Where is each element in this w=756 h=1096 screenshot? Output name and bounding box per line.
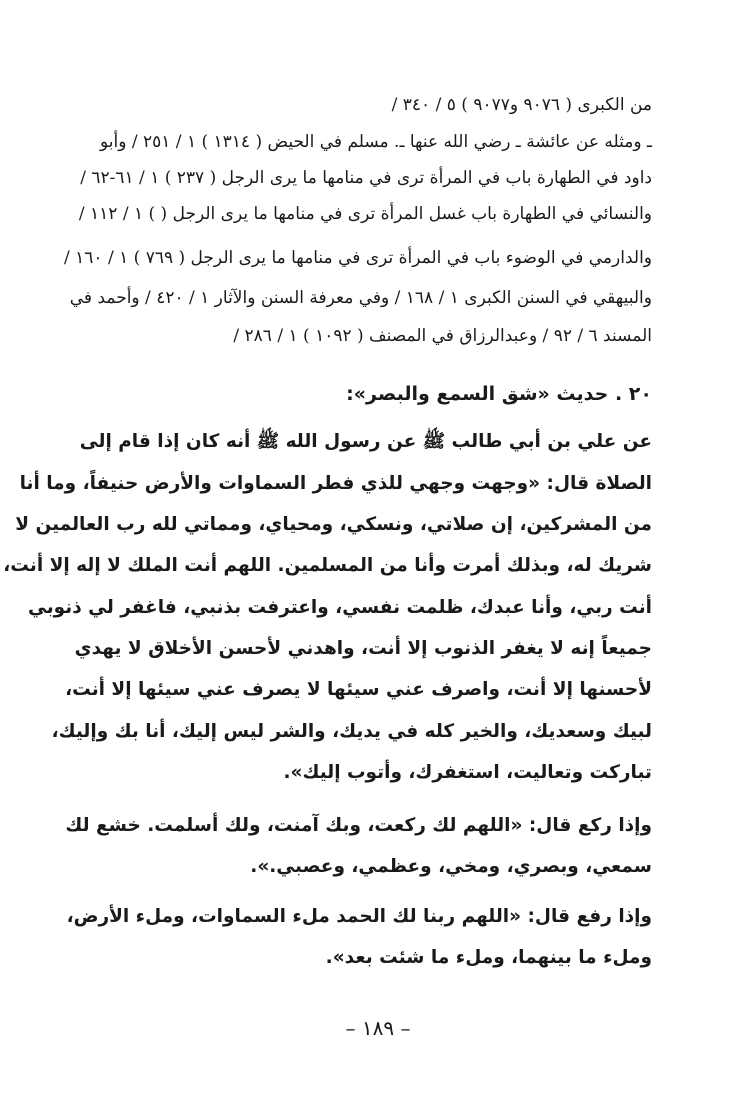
paragraph-line: جميعاً إنه لا يغفر الذنوب إلا أنت، واهدني لأحسن الأخلاق لا يهدي: [74, 638, 652, 659]
footnote-line: المسند ٦ / ٩٢ / وعبدالرزاق في المصنف ( ١٠٩٢ ) ١ / ٢٨٦ /: [233, 326, 652, 346]
paragraph-line: الصلاة قال: «وجهت وجهي للذي فطر السماوات والأرض حنيفاً، وما أنا: [19, 473, 652, 494]
page-number: – ١٨٩ –: [345, 1016, 411, 1040]
paragraph-line: لبيك وسعديك، والخير كله في يديك، والشر ليس إليك، أنا بك وإليك،: [51, 721, 652, 742]
paragraph-line: عن علي بن أبي طالب ﷺ عن رسول الله ﷺ أنه كان إذا قام إلى: [79, 431, 652, 452]
footnote-line: والبيهقي في السنن الكبرى ١ / ١٦٨ / وفي معرفة السنن والآثار ١ / ٤٢٠ / وأحمد في: [69, 288, 652, 308]
paragraph-line: من المشركين، إن صلاتي، ونسكي، ومحياي، ومماتي لله رب العالمين لا: [15, 514, 652, 535]
paragraph-line: وإذا ركع قال: «اللهم لك ركعت، وبك آمنت، ولك أسلمت. خشع لك: [65, 815, 652, 836]
footnote-line: من الكبرى ( ٩٠٧٦ و٩٠٧٧ ) ٥ / ٣٤٠ /: [391, 95, 652, 115]
footnote-line: والنسائي في الطهارة باب غسل المرأة ترى في منامها ما يرى الرجل ( ) ١ / ١١٢ /: [78, 204, 652, 224]
paragraph-line: تباركت وتعاليت، استغفرك، وأتوب إليك».: [283, 762, 652, 783]
paragraph-line: شريك له، وبذلك أمرت وأنا من المسلمين. اللهم أنت الملك لا إله إلا أنت،: [3, 555, 652, 576]
footnote-line: والدارمي في الوضوء باب في المرأة ترى في منامها ما يرى الرجل ( ٧٦٩ ) ١ / ١٦٠ /: [64, 248, 652, 268]
paragraph-line: لأحسنها إلا أنت، واصرف عني سيئها لا يصرف عني سيئها إلا أنت،: [65, 679, 652, 700]
paragraph-line: وملء ما بينهما، وملء ما شئت بعد».: [325, 947, 652, 968]
section-heading: ٢٠ . حديث «شق السمع والبصر»:: [346, 383, 652, 405]
paragraph-line: سمعي، وبصري، ومخي، وعظمي، وعصبي.».: [250, 856, 652, 877]
paragraph-line: أنت ربي، وأنا عبدك، ظلمت نفسي، واعترفت بذنبي، فاغفر لي ذنوبي: [27, 597, 652, 618]
footnote-line: ـ ومثله عن عائشة ـ رضي الله عنها ـ. مسلم في الحيض ( ١٣١٤ ) ١ / ٢٥١ / وأبو: [100, 132, 652, 152]
paragraph-line: وإذا رفع قال: «اللهم ربنا لك الحمد ملء السماوات، وملء الأرض،: [66, 906, 652, 927]
footnote-line: داود في الطهارة باب في المرأة ترى في منامها ما يرى الرجل ( ٢٣٧ ) ١ / ٦١-٦٢ /: [80, 168, 652, 188]
